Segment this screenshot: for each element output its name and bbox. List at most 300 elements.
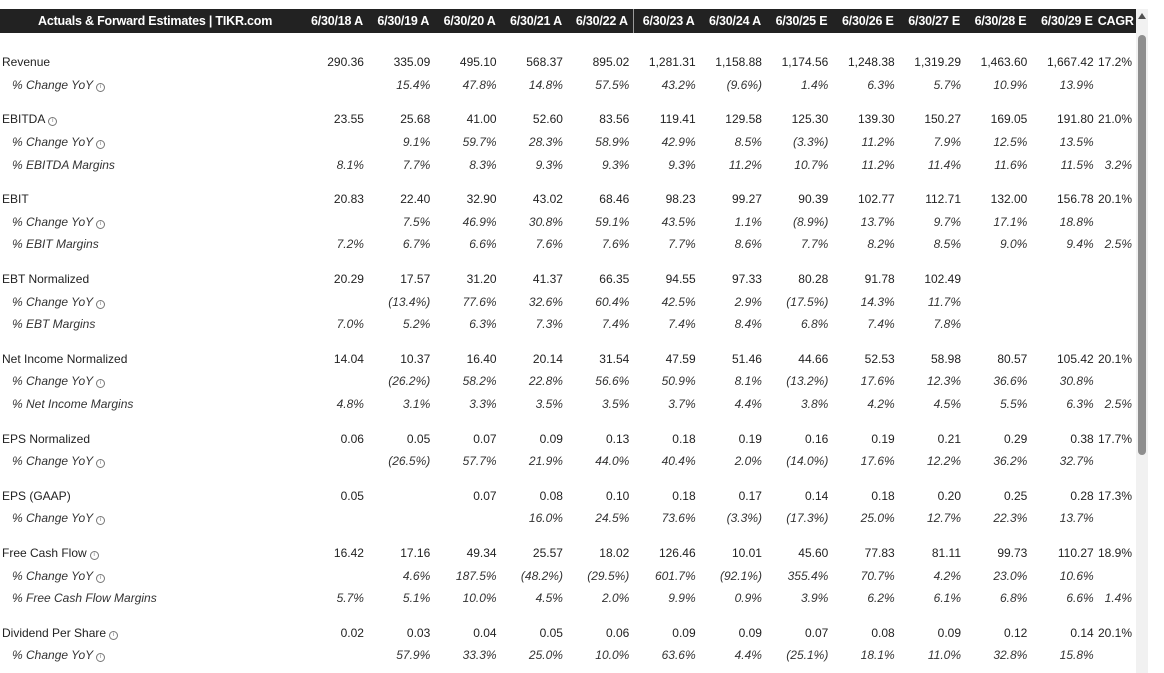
table-cell: 0.12 (1004, 625, 1028, 640)
table-cell (1031, 268, 1097, 291)
row-label-text: % Change YoY (12, 77, 94, 92)
table-cell: 10.0% (595, 648, 630, 663)
table-cell: 0.18 (871, 488, 895, 503)
table-cell: 21.0% (1097, 112, 1132, 127)
table-cell: 1,248.38 (847, 55, 895, 70)
row-label (0, 188, 302, 211)
table-cell: 14.8% (528, 77, 563, 92)
table-cell: 44.0% (595, 454, 630, 469)
column-header[interactable]: 6/30/24 A (700, 9, 766, 33)
table-cell: 12.5% (993, 135, 1028, 150)
column-header[interactable]: 6/30/22 A (567, 9, 633, 33)
table-cell: 0.05 (340, 488, 364, 503)
row-label (0, 268, 302, 291)
table-cell: 52.53 (864, 351, 895, 366)
table-cell: 23.55 (333, 112, 364, 127)
table-cell: 18.9% (1097, 545, 1132, 560)
table-cell (1098, 450, 1136, 473)
table-cell: (26.2%) (388, 374, 431, 389)
table-cell: 139.30 (857, 112, 895, 127)
table-cell: 22.3% (993, 511, 1028, 526)
table-cell: 43.02 (532, 192, 563, 207)
row-label-text: % Change YoY (12, 568, 94, 583)
table-cell: 25.57 (532, 545, 563, 560)
table-row (0, 131, 1136, 154)
table-row (0, 485, 1136, 508)
table-cell: 32.7% (1059, 454, 1094, 469)
table-cell: 24.5% (595, 511, 630, 526)
table-cell: 22.8% (528, 374, 563, 389)
table-cell: 0.29 (1004, 431, 1028, 446)
scrollbar-thumb[interactable] (1138, 35, 1146, 455)
table-cell: 68.46 (599, 192, 630, 207)
table-cell: (13.4%) (388, 294, 431, 309)
table-cell: 7.3% (535, 317, 563, 332)
table-cell: 7.7% (668, 237, 696, 252)
row-label (0, 313, 302, 336)
table-cell: 60.4% (595, 294, 630, 309)
row-label (0, 393, 302, 416)
table-cell: 7.4% (867, 317, 895, 332)
row-label (0, 542, 302, 565)
table-cell: 83.56 (599, 112, 630, 127)
table-cell: (17.5%) (786, 294, 829, 309)
info-icon[interactable]: i (96, 220, 105, 229)
table-cell: 2.9% (734, 294, 762, 309)
row-label-text: % EBIT Margins (12, 237, 99, 252)
table-cell: 156.78 (1057, 192, 1094, 207)
table-cell: (3.3%) (792, 135, 829, 150)
table-cell: 13.7% (860, 214, 895, 229)
table-cell: 41.00 (466, 112, 497, 127)
table-cell: 7.2% (336, 237, 364, 252)
table-cell: 6.3% (469, 317, 497, 332)
row-label-text: EBT Normalized (2, 272, 90, 287)
table-cell: 0.08 (539, 488, 563, 503)
table-cell: 6.6% (469, 237, 497, 252)
row-spacer (0, 96, 1136, 108)
table-cell: (92.1%) (719, 568, 762, 583)
table-cell: 57.7% (462, 454, 497, 469)
table-cell: 49.34 (466, 545, 497, 560)
table-cell: 47.59 (665, 351, 696, 366)
table-cell: 0.08 (871, 625, 895, 640)
table-cell: 10.7% (794, 157, 829, 172)
table-cell: 17.6% (860, 454, 895, 469)
row-label-text: EBIT (2, 192, 29, 207)
table-cell: 7.7% (800, 237, 829, 252)
table-cell: 16.0% (528, 511, 563, 526)
table-cell: 7.4% (668, 317, 696, 332)
table-cell: 0.13 (605, 431, 630, 446)
table-cell: 0.09 (937, 625, 962, 640)
table-cell (434, 507, 500, 530)
row-label (0, 507, 302, 530)
row-label-text: Dividend Per Share (2, 625, 107, 640)
table-cell (1098, 131, 1136, 154)
table-row (0, 108, 1136, 131)
table-cell: 2.0% (734, 454, 762, 469)
row-label-text: % Net Income Margins (12, 397, 134, 412)
row-spacer (0, 530, 1136, 542)
row-label-text: Free Cash Flow (2, 545, 87, 560)
table-cell: 0.19 (738, 431, 762, 446)
column-header[interactable]: 6/30/20 A (434, 9, 500, 33)
table-cell: 10.6% (1059, 568, 1094, 583)
table-cell: 495.10 (459, 55, 497, 70)
table-cell (302, 644, 368, 667)
table-cell (1098, 268, 1136, 291)
table-cell: 8.2% (867, 237, 895, 252)
table-cell: 9.0% (1000, 237, 1028, 252)
table-cell: 0.05 (539, 625, 563, 640)
table-cell: 73.6% (661, 511, 696, 526)
table-cell: 50.9% (661, 374, 696, 389)
table-cell: 10.01 (731, 545, 762, 560)
table-cell: 0.06 (340, 431, 364, 446)
table-body (0, 33, 1136, 667)
row-spacer (0, 473, 1136, 485)
row-label (0, 485, 302, 508)
table-cell: 17.2% (1097, 55, 1132, 70)
table-cell (1098, 313, 1136, 336)
scroll-up-arrow-icon[interactable] (1138, 13, 1146, 19)
column-header[interactable]: 6/30/23 A (633, 9, 699, 33)
row-spacer (0, 256, 1136, 268)
table-cell: 5.1% (402, 591, 431, 606)
info-icon[interactable]: i (109, 631, 118, 640)
info-icon[interactable]: i (96, 140, 105, 149)
table-cell: 0.38 (1070, 431, 1094, 446)
table-row (0, 233, 1136, 256)
vertical-scrollbar[interactable] (1136, 9, 1148, 673)
table-cell: 7.7% (402, 157, 431, 172)
table-cell: (9.6%) (726, 77, 762, 92)
table-cell: 8.4% (734, 317, 762, 332)
info-icon[interactable]: i (96, 574, 105, 583)
row-label (0, 290, 302, 313)
table-row (0, 74, 1136, 97)
table-cell: 57.5% (595, 77, 630, 92)
table-cell: 8.1% (734, 374, 762, 389)
table-cell: 5.7% (933, 77, 962, 92)
table-cell: 6.6% (1066, 591, 1094, 606)
table-cell: 13.5% (1059, 135, 1094, 150)
table-cell: 41.37 (532, 272, 563, 287)
table-cell (302, 290, 368, 313)
row-label-text: EPS Normalized (2, 431, 91, 446)
info-icon[interactable]: i (48, 117, 57, 126)
table-cell: 66.35 (599, 272, 630, 287)
table-cell: 20.1% (1097, 625, 1132, 640)
table-cell: 0.14 (1070, 625, 1094, 640)
table-row (0, 268, 1136, 291)
column-header[interactable]: 6/30/26 E (832, 9, 898, 33)
table-cell (965, 268, 1031, 291)
info-icon[interactable]: i (96, 653, 105, 662)
table-cell: 18.1% (860, 648, 895, 663)
table-cell: 99.73 (997, 545, 1028, 560)
table-row (0, 587, 1136, 610)
table-cell: 32.8% (993, 648, 1028, 663)
table-cell: 0.19 (871, 431, 895, 446)
table-cell: 18.8% (1059, 214, 1094, 229)
table-cell: 32.6% (528, 294, 563, 309)
table-cell: 1.1% (734, 214, 762, 229)
table-cell: 47.8% (462, 77, 497, 92)
table-cell: 6.7% (402, 237, 431, 252)
table-cell (302, 564, 368, 587)
table-cell: 20.1% (1097, 351, 1132, 366)
table-cell: 80.28 (798, 272, 829, 287)
table-cell: 335.09 (393, 55, 431, 70)
table-cell: 25.0% (860, 511, 895, 526)
table-cell: (48.2%) (520, 568, 563, 583)
table-cell: 0.18 (672, 488, 696, 503)
table-row (0, 393, 1136, 416)
row-label-text: % Change YoY (12, 374, 94, 389)
table-cell (965, 313, 1031, 336)
table-cell (1098, 564, 1136, 587)
table-cell: 11.2% (861, 135, 895, 150)
table-cell: 125.30 (791, 112, 829, 127)
row-label-text: EPS (GAAP) (2, 488, 71, 503)
row-label-text: % Free Cash Flow Margins (12, 591, 157, 606)
table-cell: 70.7% (860, 568, 895, 583)
table-cell: 45.60 (798, 545, 829, 560)
table-cell: 4.2% (867, 397, 895, 412)
table-cell: 102.49 (924, 272, 962, 287)
column-header[interactable]: 6/30/21 A (501, 9, 567, 33)
info-icon[interactable]: i (96, 516, 105, 525)
table-cell (1098, 370, 1136, 393)
table-cell: 14.04 (333, 351, 364, 366)
table-cell: 0.17 (738, 488, 762, 503)
table-row (0, 450, 1136, 473)
table-cell: 4.6% (402, 568, 431, 583)
table-cell: 0.09 (539, 431, 563, 446)
table-cell: 0.16 (804, 431, 829, 446)
table-cell: 17.16 (400, 545, 431, 560)
table-cell: 17.57 (400, 272, 431, 287)
table-cell: 7.6% (601, 237, 630, 252)
table-cell (1098, 644, 1136, 667)
table-cell: 9.7% (933, 214, 962, 229)
table-cell: 1,463.60 (980, 55, 1028, 70)
column-header[interactable]: CAGR (1098, 9, 1136, 33)
table-cell (302, 507, 368, 530)
table-cell: 1,174.56 (781, 55, 829, 70)
table-cell: 8.1% (336, 157, 364, 172)
table-cell (302, 74, 368, 97)
info-icon[interactable]: i (96, 300, 105, 309)
table-cell: 7.8% (933, 317, 962, 332)
table-cell: 94.55 (665, 272, 696, 287)
row-spacer (0, 176, 1136, 188)
table-cell: 1,158.88 (715, 55, 762, 70)
table-row (0, 621, 1136, 644)
table-title: Actuals & Forward Estimates | TIKR.com (0, 9, 302, 33)
row-label (0, 131, 302, 154)
table-cell: 12.3% (926, 374, 962, 389)
row-label (0, 621, 302, 644)
table-row (0, 211, 1136, 234)
info-icon[interactable]: i (96, 459, 105, 468)
table-cell: 14.3% (860, 294, 895, 309)
table-cell: 11.4% (927, 157, 962, 172)
table-cell: 9.1% (402, 135, 431, 150)
table-cell: 129.58 (725, 112, 762, 127)
table-cell: (17.3%) (786, 511, 829, 526)
table-cell: 43.2% (661, 77, 696, 92)
table-cell: 9.4% (1066, 237, 1094, 252)
table-cell: 30.8% (528, 214, 563, 229)
table-cell: 2.5% (1104, 397, 1132, 412)
table-cell: 6.1% (933, 591, 962, 606)
table-row (0, 507, 1136, 530)
table-row (0, 188, 1136, 211)
row-label (0, 587, 302, 610)
table-cell: 5.7% (336, 591, 364, 606)
table-cell: 0.14 (804, 488, 829, 503)
table-cell: 44.66 (798, 351, 829, 366)
table-cell: 126.46 (658, 545, 696, 560)
row-label-text: % EBITDA Margins (12, 157, 115, 172)
table-cell: 169.05 (990, 112, 1028, 127)
info-icon[interactable]: i (96, 379, 105, 388)
table-row (0, 153, 1136, 176)
table-cell: 20.29 (333, 272, 364, 287)
column-header[interactable]: 6/30/25 E (766, 9, 832, 33)
column-header[interactable]: 6/30/18 A (302, 9, 368, 33)
table-cell (1031, 290, 1097, 313)
row-label (0, 51, 302, 74)
table-cell: 0.07 (473, 488, 497, 503)
table-cell: 20.1% (1097, 192, 1132, 207)
table-cell: 33.3% (462, 648, 497, 663)
table-cell: 0.02 (340, 625, 364, 640)
row-label-text: Revenue (2, 55, 51, 70)
table-cell: (25.1%) (786, 648, 829, 663)
row-label (0, 370, 302, 393)
row-label (0, 450, 302, 473)
table-cell: 1.4% (1104, 591, 1132, 606)
info-icon[interactable]: i (96, 83, 105, 92)
table-cell (368, 485, 434, 508)
table-cell: 0.28 (1070, 488, 1094, 503)
table-cell: 0.20 (937, 488, 962, 503)
table-cell: 0.09 (738, 625, 762, 640)
table-cell: 36.6% (993, 374, 1028, 389)
info-icon[interactable]: i (90, 551, 99, 560)
column-header[interactable]: 6/30/27 E (899, 9, 965, 33)
table-cell: 7.5% (402, 214, 431, 229)
table-cell: (3.3%) (726, 511, 762, 526)
table-cell: 99.27 (731, 192, 762, 207)
table-cell: (13.2%) (786, 374, 829, 389)
column-header[interactable]: 6/30/19 A (368, 9, 434, 33)
table-cell: 25.0% (528, 648, 563, 663)
table-cell: 102.77 (857, 192, 895, 207)
table-cell: 17.7% (1097, 431, 1132, 446)
row-spacer (0, 609, 1136, 621)
table-cell: 9.3% (601, 157, 630, 172)
table-cell: 2.5% (1104, 237, 1132, 252)
table-cell: 105.42 (1057, 351, 1094, 366)
table-cell: 58.98 (930, 351, 962, 366)
table-cell: 91.78 (864, 272, 895, 287)
column-header[interactable]: 6/30/29 E (1031, 9, 1097, 33)
table-cell: 355.4% (787, 568, 829, 583)
table-cell: 150.27 (924, 112, 962, 127)
table-cell (1031, 313, 1097, 336)
table-cell: 81.11 (931, 545, 962, 560)
table-cell: 22.40 (400, 192, 431, 207)
table-cell: (26.5%) (388, 454, 431, 469)
table-row (0, 564, 1136, 587)
table-cell: 8.5% (933, 237, 962, 252)
table-cell: 32.90 (466, 192, 497, 207)
table-cell: 77.83 (864, 545, 895, 560)
table-cell: 4.4% (734, 397, 762, 412)
table-cell: 0.25 (1004, 488, 1028, 503)
table-cell: 51.46 (731, 351, 762, 366)
table-cell: 10.0% (462, 591, 497, 606)
table-cell: 132.00 (990, 192, 1028, 207)
table-cell: 3.5% (601, 397, 630, 412)
row-label (0, 108, 302, 131)
table-cell: 2.0% (601, 591, 630, 606)
table-cell: 17.3% (1097, 488, 1132, 503)
row-label-text: % Change YoY (12, 214, 94, 229)
table-cell: 52.60 (532, 112, 563, 127)
header-row (0, 9, 1136, 33)
table-cell: 8.3% (469, 157, 497, 172)
table-cell: 1,667.42 (1046, 55, 1094, 70)
table-cell: 56.6% (595, 374, 630, 389)
table-cell (302, 131, 368, 154)
table-cell: 0.07 (473, 431, 497, 446)
table-cell (302, 450, 368, 473)
table-cell: 25.68 (400, 112, 431, 127)
table-cell: 46.9% (462, 214, 497, 229)
table-cell: 187.5% (455, 568, 497, 583)
table-cell: 3.3% (469, 397, 497, 412)
table-cell: 15.4% (396, 77, 431, 92)
row-label (0, 74, 302, 97)
table-row (0, 370, 1136, 393)
table-cell: 3.5% (535, 397, 563, 412)
column-header[interactable]: 6/30/28 E (965, 9, 1031, 33)
table-cell: 5.2% (402, 317, 431, 332)
table-cell: 3.7% (668, 397, 696, 412)
table-cell: 80.57 (997, 351, 1028, 366)
table-cell: 31.20 (466, 272, 497, 287)
table-cell: 0.07 (804, 625, 829, 640)
table-cell: (8.9%) (792, 214, 829, 229)
table-cell: 57.9% (396, 648, 431, 663)
table-cell: 42.5% (661, 294, 696, 309)
row-label (0, 427, 302, 450)
table-cell: 0.10 (605, 488, 630, 503)
table-cell: 31.54 (599, 351, 630, 366)
table-cell (1098, 507, 1136, 530)
table-cell: 15.8% (1059, 648, 1094, 663)
table-cell (1098, 211, 1136, 234)
table-cell: 8.5% (734, 135, 762, 150)
table-cell: 1,319.29 (914, 55, 962, 70)
table-cell (302, 370, 368, 393)
